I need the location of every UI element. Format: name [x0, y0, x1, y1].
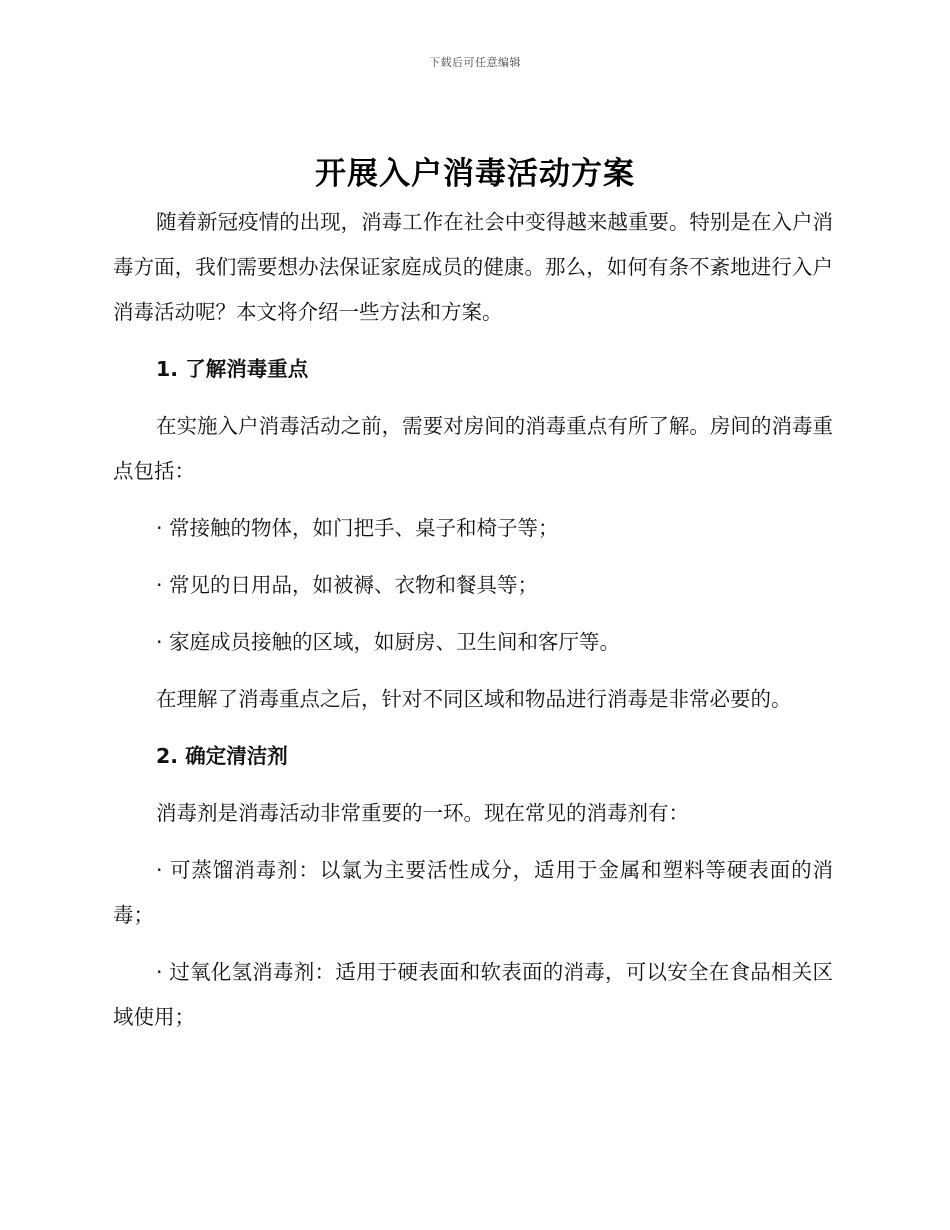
bullet-item: · 可蒸馏消毒剂：以氯为主要活性成分，适用于金属和塑料等硬表面的消毒； — [113, 858, 833, 927]
section1-intro-paragraph: 在实施入户消毒活动之前，需要对房间的消毒重点有所了解。房间的消毒重点包括： — [113, 414, 833, 483]
header-note: 下载后可任意编辑 — [429, 56, 521, 69]
intro-paragraph: 随着新冠疫情的出现，消毒工作在社会中变得越来越重要。特别是在入户消毒方面，我们需要想办法保证家庭成员的健康。那么，如何有条不紊地进行入户消毒活动呢？本文将介绍一些方法和方案。 — [113, 210, 833, 324]
section-heading-1: 1. 了解消毒重点 — [156, 357, 309, 381]
section2-intro-paragraph: 消毒剂是消毒活动非常重要的一环。现在常见的消毒剂有： — [156, 801, 689, 825]
document-title: 开展入户消毒活动方案 — [315, 156, 635, 192]
section1-conclusion-paragraph: 在理解了消毒重点之后，针对不同区域和物品进行消毒是非常必要的。 — [156, 687, 792, 711]
bullet-item: · 家庭成员接触的区域，如厨房、卫生间和客厅等。 — [156, 630, 621, 654]
bullet-item: · 常接触的物体，如门把手、桌子和椅子等； — [156, 516, 559, 540]
section-heading-2: 2. 确定清洁剂 — [156, 744, 288, 768]
document-body — [113, 200, 833, 1040]
bullet-item: · 过氧化氢消毒剂：适用于硬表面和软表面的消毒，可以安全在食品相关区域使用； — [113, 960, 833, 1029]
bullet-item: · 常见的日用品，如被褥、衣物和餐具等； — [156, 573, 539, 597]
